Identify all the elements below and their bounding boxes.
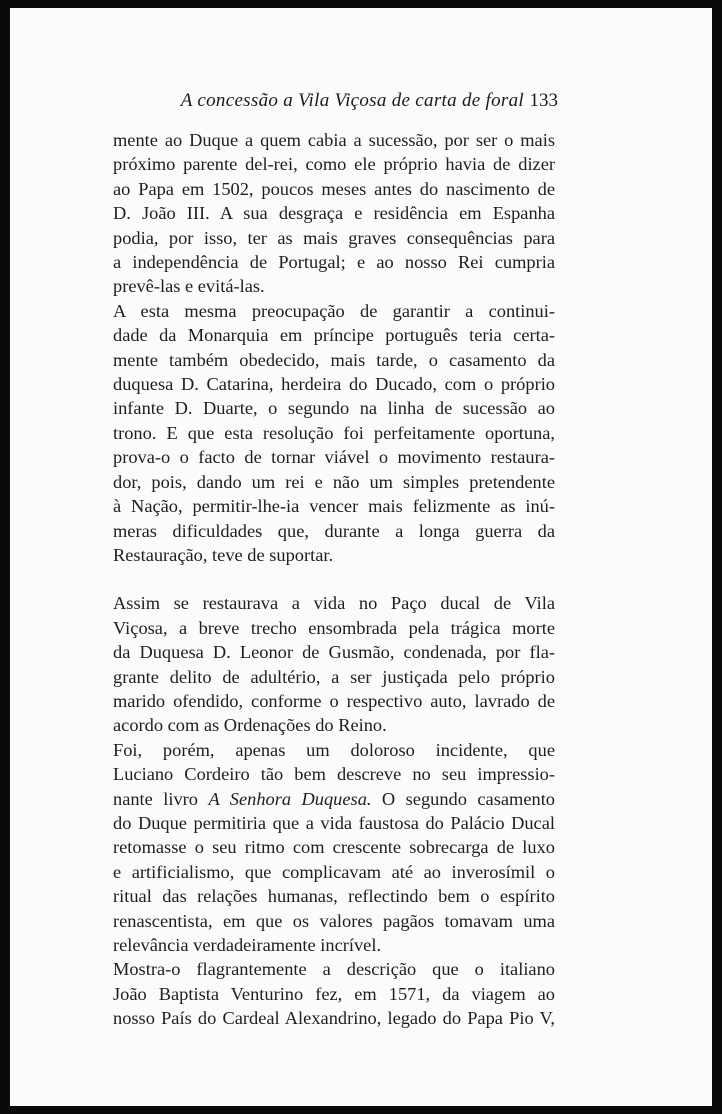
book-page [10, 8, 712, 1106]
text-line: prevê-las e evitá-las. [113, 276, 265, 297]
body-text [79, 128, 555, 1031]
paragraph-5 [79, 957, 555, 1030]
paragraph-1 [79, 128, 555, 299]
text-line: Foi, porém, apenas um doloroso incidente, que [113, 739, 555, 760]
text-line: renascentista, em que os valores pagãos tomavam uma [113, 910, 555, 931]
text-line: ao Papa em 1502, poucos meses antes do nascimento de [113, 178, 555, 199]
text-line: e artificialismo, que complicavam até ao inverosímil o [113, 861, 555, 882]
text-line: mente também obedecido, mais tarde, o casamento da [113, 349, 555, 370]
text-line: Luciano Cordeiro tão bem descreve no seu impressio- [113, 764, 555, 785]
paragraph-2 [79, 299, 555, 567]
text-line: duquesa D. Catarina, herdeira do Ducado, com o próprio [113, 374, 555, 395]
text-line: próximo parente del-rei, como ele próprio havia de dizer [113, 154, 555, 175]
text-line: retomasse o seu ritmo com crescente sobrecarga de luxo [113, 837, 555, 858]
text-line: infante D. Duarte, o segundo na linha de sucessão ao [113, 398, 555, 419]
text-fragment: nante livro [113, 788, 209, 809]
text-line: trono. E que esta resolução foi perfeitamente oportuna, [113, 422, 555, 443]
running-header [10, 90, 712, 114]
text-line: prova-o o facto de tornar viável o movimento restaura- [113, 447, 555, 468]
text-line: A esta mesma preocupação de garantir a continui- [113, 300, 555, 321]
text-line: mente ao Duque a quem cabia a sucessão, por ser o mais [113, 130, 555, 150]
text-line: nosso País do Cardeal Alexandrino, legado do Papa Pio V, [113, 1008, 555, 1029]
text-line: João Baptista Venturino fez, em 1571, da viagem ao [113, 983, 555, 1004]
text-line: Mostra-o flagrantemente a descrição que o italiano [113, 959, 555, 980]
text-line: da Duquesa D. Leonor de Gusmão, condenada, por fla- [113, 642, 555, 663]
text-line: D. João III. A sua desgraça e residência em Espanha [113, 203, 555, 224]
text-line: a independência de Portugal; e ao nosso Rei cumpria [113, 252, 555, 273]
text-line: Assim se restaurava a vida no Paço ducal de Vila [113, 593, 555, 614]
text-line: ritual das relações humanas, reflectindo bem o espírito [113, 886, 555, 907]
text-line: acordo com as Ordenações do Reino. [113, 715, 387, 736]
running-title: A concessão a Vila Viçosa de carta de foral [180, 90, 524, 111]
book-title: A Senhora Duquesa. [208, 788, 372, 809]
text-line: dor, pois, dando um rei e não um simples pretendente [113, 471, 555, 492]
text-line: dade da Monarquia em príncipe português teria certa- [113, 325, 555, 346]
paragraph-4 [79, 738, 555, 958]
text-line-with-title [79, 787, 555, 811]
text-line: marido ofendido, conforme o respectivo auto, lavrado de [113, 690, 555, 711]
text-line: relevância verdadeiramente incrível. [113, 935, 382, 955]
text-line: grante delito de adultério, a ser justiçada pelo próprio [113, 666, 555, 687]
text-line: Restauração, teve de suportar. [113, 544, 334, 565]
text-line: do Duque permitiria que a vida faustosa do Palácio Ducal [113, 812, 555, 833]
page-number: 133 [529, 90, 558, 111]
text-line: meras dificuldades que, durante a longa guerra da [113, 520, 555, 541]
text-line: Viçosa, a breve trecho ensombrada pela trágica morte [113, 617, 555, 638]
section-break [79, 567, 555, 591]
text-line: podia, por isso, ter as mais graves consequências para [113, 227, 555, 248]
text-fragment: O segundo casamento [371, 788, 556, 809]
text-line: à Nação, permitir-lhe-ia vencer mais felizmente as inú- [113, 496, 555, 517]
paragraph-3 [79, 591, 555, 737]
